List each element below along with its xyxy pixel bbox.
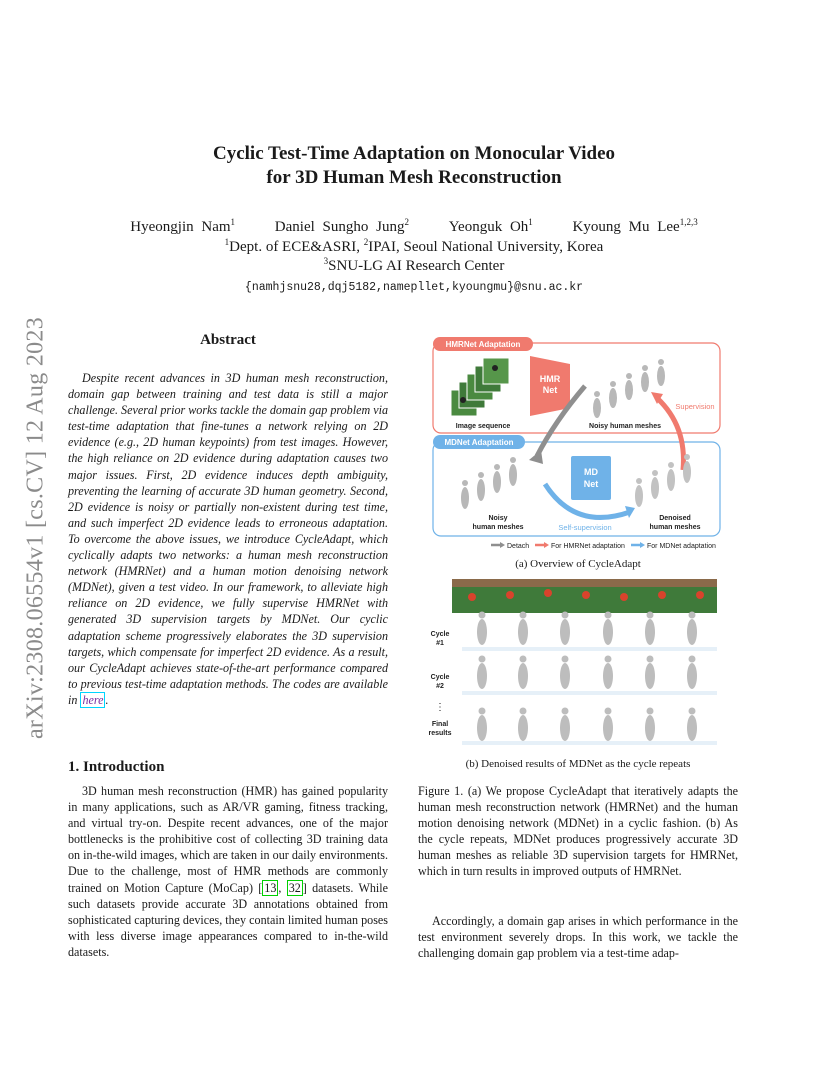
abstract-text: Despite recent advances in 3D human mesh reconstruction, domain gap between training and test data is still a major challenge. Several prior works tackle the domain gap problem via test-time adaptation that fine-tunes a network relying on 2D evidence (e.g., 2D human keypoints) from test images. However, the high reliance on 2D evidence during adaptation causes two major issues. First, 2D evidence induces depth ambiguity, preventing the learning of accurate 3D human geometry. Second, 2D evidence is noisy or partially non-existent during test time, and such imperfect 2D evidence leads to erroneous adaptation. To overcome the above issues, we introduce CycleAdapt, which cyclically adapts two networks: a human mesh reconstruction network (HMRNet) and a human motion denoising network (MDNet), given a test video. In our framework, to alleviate high reliance on 2D evidence, we fully supervise HMRNet with generated 3D supervision targets by MDNet. Our cyclic adaptation scheme progressively elaborates the 3D supervision targets, which compensate for imperfect 2D evidence. As a result, our CycleAdapt achieves state-of-the-art performance compared to previous test-time adaptation methods. The codes are available in here . <box>68 371 388 707</box>
legend-hmrnet: For HMRNet adaptation <box>551 543 625 550</box>
cycle1-meshes <box>477 612 697 646</box>
arxiv-text: arXiv:2308.06554v1 [cs.CV] 12 Aug 2023 <box>22 316 49 740</box>
author-2: Daniel Sungho Jung$^2$ <box>274 217 409 235</box>
code-link[interactable]: here <box>82 692 104 707</box>
figure-caption-a: (a) Overview of CycleAdapt <box>515 558 641 570</box>
final-label-2: results <box>428 730 452 737</box>
legend-mdnet: For MDNet adaptation <box>647 543 716 550</box>
supervision-label: Supervision <box>675 402 715 411</box>
right-column-text: Accordingly, a domain gap arises in which performance in the test environment severely drops. In this work, we tackle the challenging domain gap problem via a test-time adap- <box>418 914 738 961</box>
noisy-meshes-label: Noisy human meshes <box>589 423 661 430</box>
figure-denoised-results <box>422 577 722 747</box>
citation-link[interactable]: 32 <box>288 880 301 895</box>
md-net-label-1: MD <box>584 467 598 477</box>
introduction-text: 3D human mesh reconstruction (HMR) has gained popularity in many applications, such as AR/VR gaming, fitness tracking, and virtual try-on. Despite recent advances, one of the major bottlenecks is the prohibitive cost of collecting 3D training data on in-the-wild images, which are taken in our daily environments. Due to the challenge, most of HMR methods are commonly trained on Motion Capture (MoCap) [ 13 , 32 ] datasets. While such datasets provide accurate 3D annotations obtained from sophisticated capturing devices, they contain limited human poses with less diverse image appearances compared to in-the-wild datasets. <box>68 784 388 959</box>
cycle1-label-2: #1 <box>436 640 444 647</box>
md-net-block <box>571 456 611 500</box>
hmr-net-label-1: HMR <box>539 374 561 384</box>
author-emails: {namhjsnu28,dqj5182,namepllet,kyoungmu}@snu.ac.kr <box>244 281 584 294</box>
paper-title-line-1: Cyclic Test-Time Adaptation on Monocular Video <box>212 143 616 164</box>
noisy-meshes-top <box>593 359 665 418</box>
denoised-label-1: Denoised <box>659 515 691 522</box>
noisy-meshes-2-label-1: Noisy <box>488 515 508 522</box>
hmr-net-label-2: Net <box>542 385 558 395</box>
final-label-1: Final <box>431 721 449 728</box>
figure-overview-diagram <box>425 336 725 556</box>
section-heading-introduction: 1. Introduction <box>68 759 165 775</box>
figure-caption-b: (b) Denoised results of MDNet as the cycle repeats <box>465 758 691 770</box>
author-4: Kyoung Mu Lee$^{1,2,3}$ <box>572 217 698 235</box>
hmrnet-panel-label: HMRNet Adaptation <box>445 340 521 349</box>
ellipsis-dots: ⋮ <box>435 702 445 713</box>
md-net-label-2: Net <box>583 479 599 489</box>
figure-legend <box>491 542 716 550</box>
cycle2-label-2: #2 <box>436 683 444 690</box>
cycle2-meshes <box>477 656 697 690</box>
self-supervision-label: Self-supervision <box>558 523 612 532</box>
video-frames-strip <box>452 579 717 613</box>
author-3: Yeonguk Oh$^1$ <box>448 217 533 235</box>
affiliation-line-2: $^3$SNU-LG AI Research Center <box>323 256 505 274</box>
noisy-meshes-2-label-2: human meshes <box>472 524 524 531</box>
image-sequence-label: Image sequence <box>455 423 511 430</box>
cycle2-label-1: Cycle <box>430 674 450 681</box>
author-list <box>90 219 738 236</box>
affiliation-line-1: $^1$Dept. of ECE&ASRI, $^2$IPAI, Seoul National University, Korea <box>224 237 604 255</box>
figure-1-caption: Figure 1. (a) We propose CycleAdapt that iteratively adapts the human mesh reconstruction network (HMRNet) and the human motion denoising network (MDNet) in a cyclic fashion. (b) As the cycle repeats, MDNet produces progressively accurate 3D human meshes as reliable 3D supervision targets for HMRNet, which in turn results in improved outputs of HMRNet. <box>418 784 738 879</box>
author-1: Hyeongjin Nam$^1$ <box>130 217 236 235</box>
denoised-label-2: human meshes <box>649 524 701 531</box>
mdnet-panel-label: MDNet Adaptation <box>444 438 514 447</box>
image-sequence-frames <box>451 358 509 416</box>
noisy-meshes-bottom <box>461 457 517 509</box>
paper-title-line-2: for 3D Human Mesh Reconstruction <box>266 167 562 188</box>
cycle1-label-1: Cycle <box>430 631 450 638</box>
legend-detach: Detach <box>507 543 530 550</box>
arxiv-identifier <box>6 278 66 778</box>
citation-link[interactable]: 13 <box>264 880 277 895</box>
abstract-heading: Abstract <box>200 332 256 348</box>
final-meshes <box>477 708 697 742</box>
